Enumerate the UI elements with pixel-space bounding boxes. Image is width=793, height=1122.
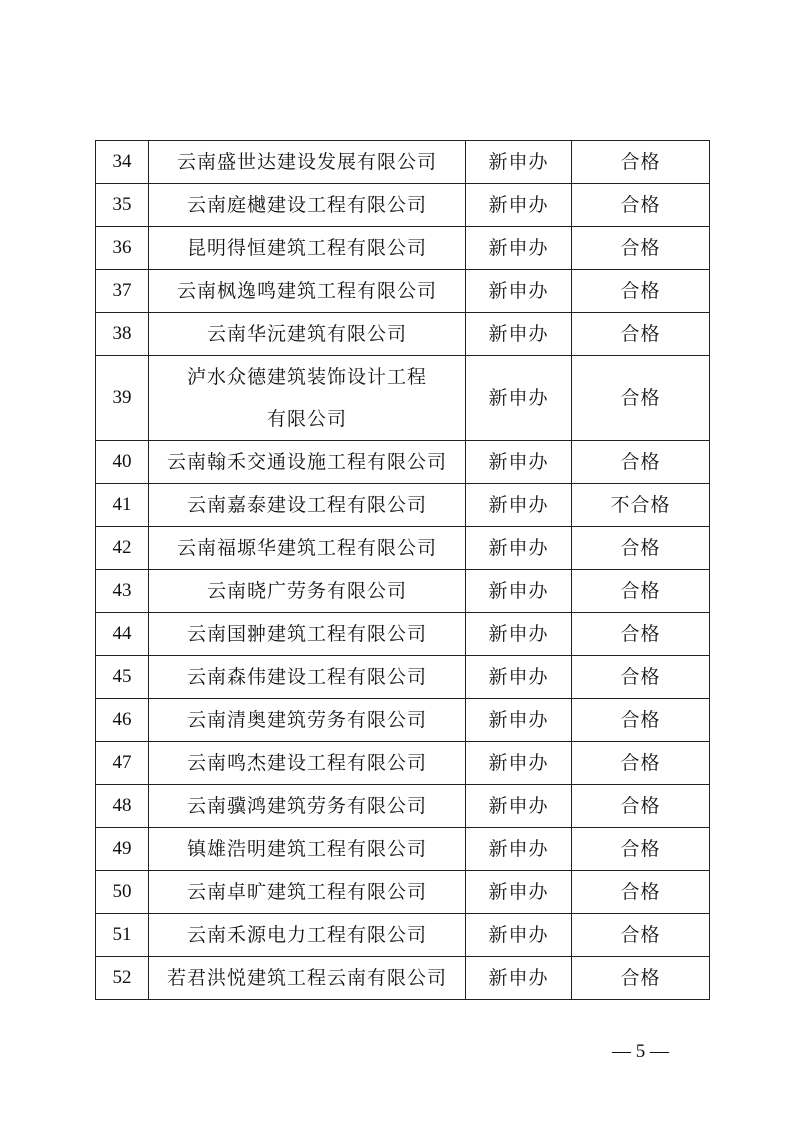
table-row [96,785,710,828]
result-cell: 合格 [572,785,710,828]
company-name-line: 昆明得恒建筑工程有限公司 [186,237,427,259]
company-name-line: 云南国翀建筑工程有限公司 [186,623,427,645]
company-name-line: 云南清奥建筑劳务有限公司 [186,709,427,731]
table-row [96,957,710,1000]
company-name-line: 泸水众德建筑装饰设计工程 [186,366,427,388]
row-number-cell: 52 [96,957,149,1000]
row-number-cell: 48 [96,785,149,828]
result-cell: 合格 [572,313,710,356]
result-cell: 合格 [572,227,710,270]
application-type-cell: 新申办 [466,441,572,484]
company-name-line: 云南骥鸿建筑劳务有限公司 [186,795,427,817]
table-row [96,441,710,484]
table-row [96,656,710,699]
company-name-line: 云南盛世达建设发展有限公司 [176,151,437,173]
row-number-cell: 39 [96,356,149,441]
application-type-cell: 新申办 [466,914,572,957]
result-cell: 合格 [572,742,710,785]
company-name-line: 云南庭樾建设工程有限公司 [186,194,427,216]
table-row [96,141,710,184]
row-number-cell: 38 [96,313,149,356]
company-name-line: 若君洪悦建筑工程云南有限公司 [166,967,447,989]
row-number-cell: 50 [96,871,149,914]
table-row [96,356,710,441]
company-name-line: 云南鸣杰建设工程有限公司 [186,752,427,774]
application-type-cell: 新申办 [466,656,572,699]
table-row [96,699,710,742]
company-name-cell [149,484,466,527]
application-type-cell: 新申办 [466,527,572,570]
company-name-cell [149,270,466,313]
row-number-cell: 35 [96,184,149,227]
result-cell: 合格 [572,613,710,656]
result-cell: 合格 [572,570,710,613]
page-number: — 5 — [612,1041,669,1062]
company-name-line: 云南华沅建筑有限公司 [206,323,407,345]
application-type-cell: 新申办 [466,785,572,828]
company-name-line: 云南森伟建设工程有限公司 [186,666,427,688]
company-name-line: 云南福塬华建筑工程有限公司 [176,537,437,559]
application-type-cell: 新申办 [466,828,572,871]
company-name-cell [149,914,466,957]
result-cell: 不合格 [572,484,710,527]
company-name-cell [149,313,466,356]
company-name-cell [149,184,466,227]
result-cell: 合格 [572,914,710,957]
table-row [96,871,710,914]
result-cell: 合格 [572,527,710,570]
company-name-cell [149,699,466,742]
company-name-cell [149,828,466,871]
row-number-cell: 40 [96,441,149,484]
row-number-cell: 34 [96,141,149,184]
result-cell: 合格 [572,356,710,441]
table-row [96,570,710,613]
row-number-cell: 46 [96,699,149,742]
qualification-table [95,140,710,1000]
table-row [96,484,710,527]
result-cell: 合格 [572,141,710,184]
table-body [96,141,710,1000]
table-row [96,914,710,957]
result-cell: 合格 [572,957,710,1000]
application-type-cell: 新申办 [466,570,572,613]
company-name-line: 云南晓广劳务有限公司 [206,580,407,602]
application-type-cell: 新申办 [466,184,572,227]
company-name-cell [149,613,466,656]
application-type-cell: 新申办 [466,699,572,742]
result-cell: 合格 [572,184,710,227]
application-type-cell: 新申办 [466,227,572,270]
row-number-cell: 42 [96,527,149,570]
company-name-cell [149,957,466,1000]
application-type-cell: 新申办 [466,141,572,184]
company-name-line: 镇雄浩明建筑工程有限公司 [186,838,427,860]
company-name-cell [149,871,466,914]
company-name-cell [149,441,466,484]
row-number-cell: 41 [96,484,149,527]
application-type-cell: 新申办 [466,270,572,313]
company-name-line: 有限公司 [266,408,347,430]
company-name-cell [149,141,466,184]
table-row [96,828,710,871]
company-name-line: 云南翰禾交通设施工程有限公司 [166,451,447,473]
row-number-cell: 44 [96,613,149,656]
table-row [96,227,710,270]
row-number-cell: 49 [96,828,149,871]
result-cell: 合格 [572,871,710,914]
company-name-cell [149,356,466,441]
row-number-cell: 36 [96,227,149,270]
result-cell: 合格 [572,270,710,313]
application-type-cell: 新申办 [466,742,572,785]
application-type-cell: 新申办 [466,356,572,441]
table-row [96,527,710,570]
company-name-cell [149,227,466,270]
result-cell: 合格 [572,699,710,742]
company-name-line: 云南禾源电力工程有限公司 [186,924,427,946]
result-cell: 合格 [572,656,710,699]
table-row [96,270,710,313]
company-name-cell [149,656,466,699]
table-row [96,313,710,356]
result-cell: 合格 [572,828,710,871]
application-type-cell: 新申办 [466,957,572,1000]
result-cell: 合格 [572,441,710,484]
table-row [96,184,710,227]
company-name-line: 云南嘉泰建设工程有限公司 [186,494,427,516]
application-type-cell: 新申办 [466,613,572,656]
table-row [96,613,710,656]
row-number-cell: 47 [96,742,149,785]
row-number-cell: 51 [96,914,149,957]
row-number-cell: 45 [96,656,149,699]
company-name-line: 云南枫逸鸣建筑工程有限公司 [176,280,437,302]
table-row [96,742,710,785]
company-name-cell [149,742,466,785]
company-name-cell [149,785,466,828]
company-name-cell [149,527,466,570]
application-type-cell: 新申办 [466,871,572,914]
application-type-cell: 新申办 [466,484,572,527]
company-name-line: 云南卓旷建筑工程有限公司 [186,881,427,903]
application-type-cell: 新申办 [466,313,572,356]
row-number-cell: 43 [96,570,149,613]
company-name-cell [149,570,466,613]
row-number-cell: 37 [96,270,149,313]
